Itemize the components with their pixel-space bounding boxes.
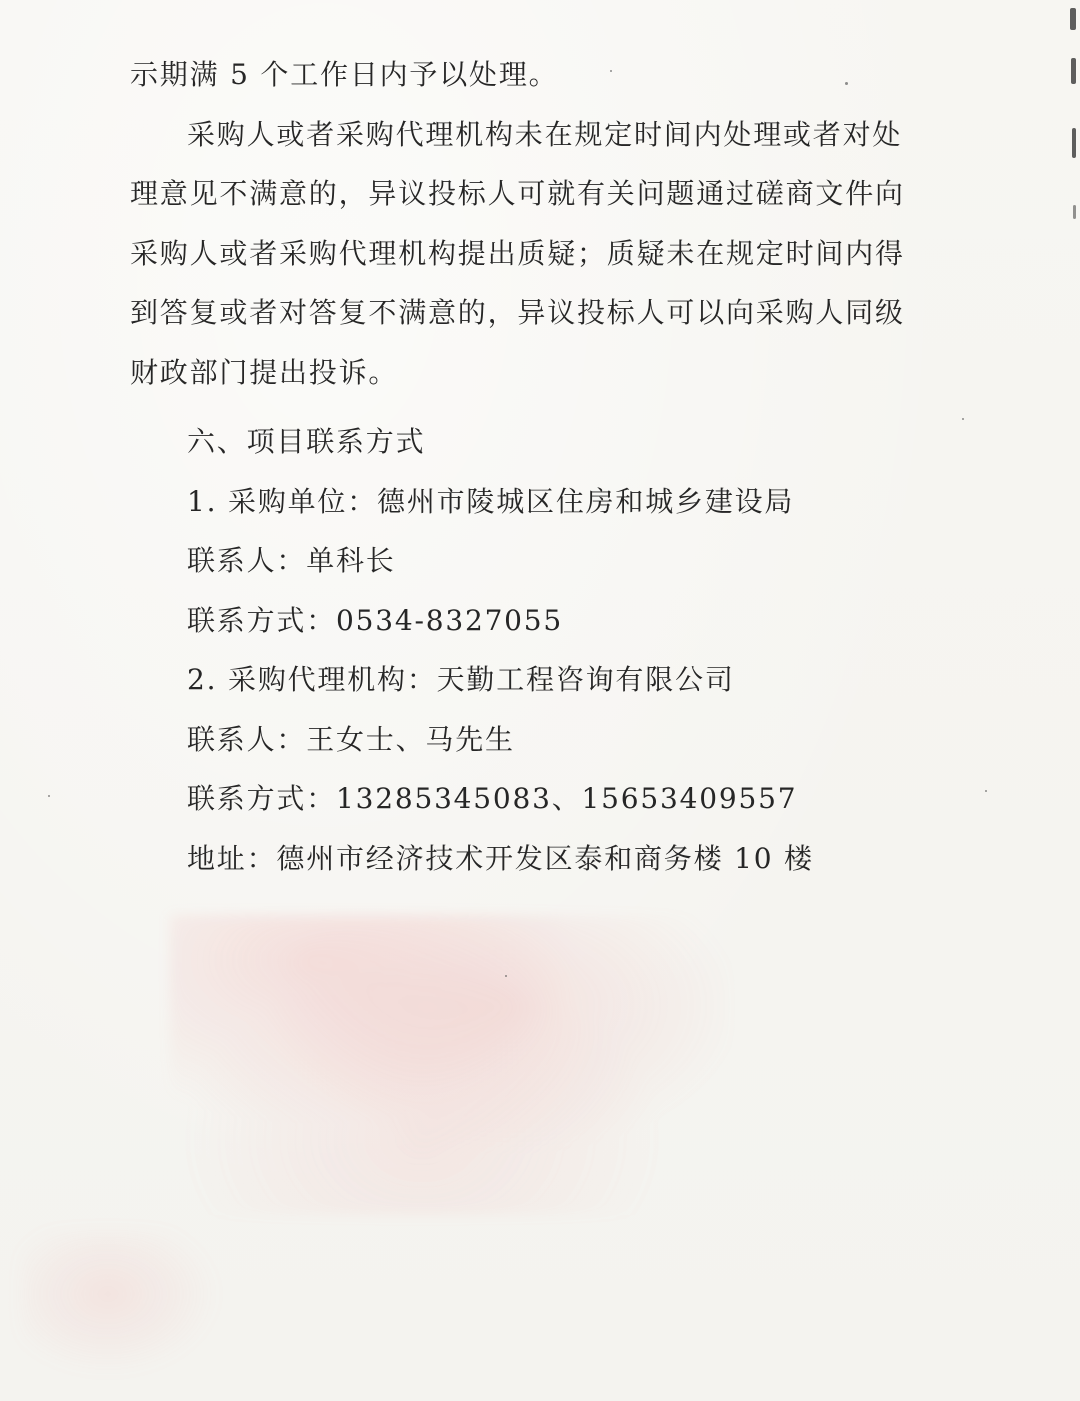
purchaser-line: 1. 采购单位：德州市陵城区住房和城乡建设局 (187, 484, 795, 518)
faded-seal-residue-lower (20, 1230, 240, 1390)
dust-speck (505, 975, 507, 977)
purchaser-contact-person: 联系人：单科长 (187, 544, 396, 577)
scan-edge-mark (1072, 128, 1076, 158)
agency-phone: 联系方式：13285345083、15653409557 (187, 782, 798, 815)
body-line: 采购人或者采购代理机构未在规定时间内处理或者对处 (187, 117, 903, 151)
body-line: 到答复或者对答复不满意的，异议投标人可以向采购人同级 (130, 296, 905, 329)
dust-speck (985, 790, 987, 792)
scan-edge-mark (1070, 8, 1076, 30)
body-line: 财政部门提出投诉。 (130, 355, 399, 389)
section-heading: 六、项目联系方式 (187, 425, 426, 458)
dust-speck (962, 418, 964, 420)
document-text (130, 45, 930, 888)
scan-edge-mark (1071, 58, 1076, 84)
dust-speck (48, 795, 50, 797)
body-line: 理意见不满意的，异议投标人可就有关问题通过磋商文件向 (130, 177, 905, 210)
body-line: 示期满 5 个工作日内予以处理。 (130, 58, 559, 91)
agency-address: 地址：德州市经济技术开发区泰和商务楼 10 楼 (187, 841, 814, 875)
purchaser-phone: 联系方式：0534-8327055 (187, 603, 564, 637)
agency-contact-person: 联系人：王女士、马先生 (187, 722, 515, 756)
body-line: 采购人或者采购代理机构提出质疑；质疑未在规定时间内得 (130, 236, 905, 270)
agency-line: 2. 采购代理机构：天勤工程咨询有限公司 (187, 663, 735, 696)
faded-seal-residue (170, 915, 730, 1215)
scan-edge-mark (1073, 205, 1076, 219)
